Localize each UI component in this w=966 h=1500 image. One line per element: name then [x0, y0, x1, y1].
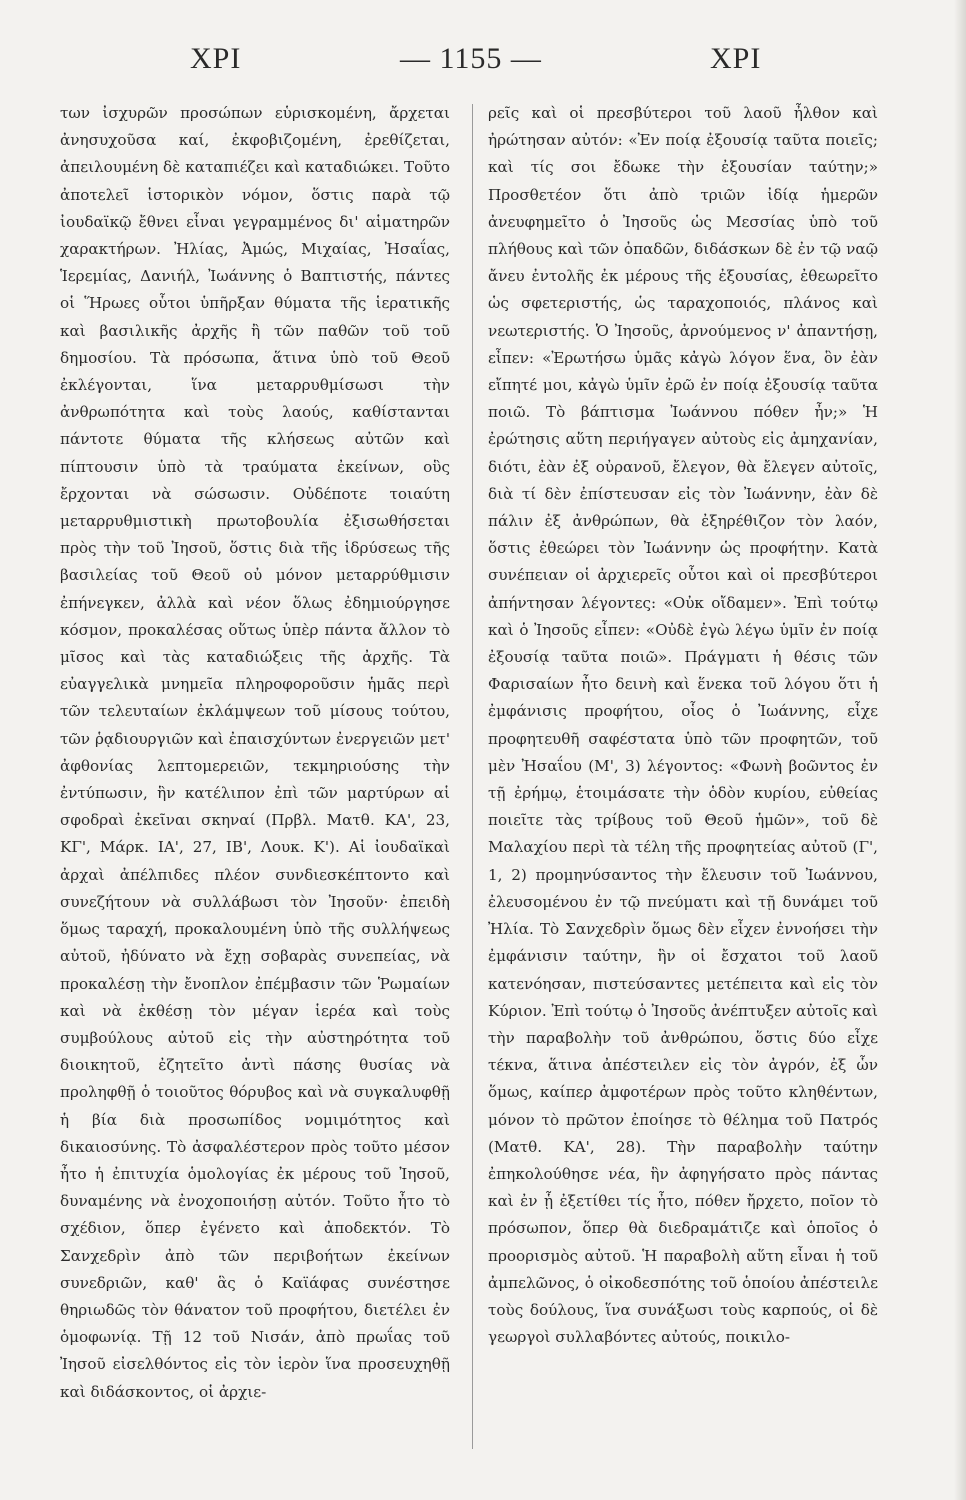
- right-column-text: ρεῖς καὶ οἱ πρεσβύτεροι τοῦ λαοῦ ἦλθον καὶ ἠρώτησαν αὐτόν: «Ἐν ποίᾳ ἐξουσίᾳ ταῦτα ποιεῖς; καὶ τίς σοι ἔδωκε τὴν ἐξουσίαν ταύτην;» Προσθετέον ὅτι ἀπὸ τριῶν ἰδίᾳ ἡμερῶν ἀνευφημεῖτο ὁ Ἰησοῦς ὡς Μεσσίας ὑπὸ τοῦ πλήθους καὶ τῶν ὀπαδῶν, διδάσκων δὲ ἐν τῷ ναῷ ἄνευ ἐντολῆς ἐκ μέρους τῆς ἐξουσίας, ἐθεωρεῖτο ὡς σφετεριστής, ὡς ταραχοποιός, πλάνος καὶ νεωτεριστής. Ὁ Ἰησοῦς, ἀρνούμενος ν' ἀπαντήσῃ, εἶπεν: «Ἐρωτήσω ὑμᾶς κἀγὼ λόγον ἕνα, ὃν ἐὰν εἴπητέ μοι, κἀγὼ ὑμῖν ἐρῶ ἐν ποίᾳ ἐξουσίᾳ ταῦτα ποιῶ. Τὸ βάπτισμα Ἰωάννου πόθεν ἦν;» Ἡ ἐρώτησις αὕτη περιήγαγεν αὐτοὺς εἰς ἀμηχανίαν, διότι, ἐὰν ἐξ οὐρανοῦ, ἔλεγον, θὰ ἔλεγεν αὐτοῖς, διὰ τί δὲν ἐπίστευσαν εἰς τὸν Ἰωάννην, ἐὰν δὲ πάλιν ἐξ ἀνθρώπων, θὰ ἐξηρέθιζον τὸν λαόν, ὅστις ἐθεώρει τὸν Ἰωάννην ὡς προφήτην. Κατὰ συνέπειαν οἱ ἀρχιερεῖς οὗτοι καὶ οἱ πρεσβύτεροι ἀπήντησαν λέγοντες: «Οὐκ οἴδαμεν». Ἐπὶ τούτῳ καὶ ὁ Ἰησοῦς εἶπεν: «Οὐδὲ ἐγὼ λέγω ὑμῖν ἐν ποίᾳ ἐξουσίᾳ ταῦτα ποιῶ». Πράγματι ἡ θέσις τῶν Φαρισαίων ἦτο δεινὴ καὶ ἕνεκα τοῦ λόγου ὅτι ἡ ἐμφάνισις προφήτου, οἷος ὁ Ἰωάννης, εἶχε προφητευθῆ σαφέστατα ὑπὸ τῶν προφητῶν, τοῦ μὲν Ἠσαΐου (Μ', 3) λέγοντος: «Φωνὴ βοῶντος ἐν τῇ ἐρήμῳ, ἑτοιμάσατε τὴν ὁδὸν κυρίου, εὐθείας ποιεῖτε τὰς τρίβους τοῦ Θεοῦ ἡμῶν», τοῦ δὲ Μαλαχίου περὶ τὰ τέλη τῆς προφητείας αὐτοῦ (Γ', 1, 2) προμηνύσαντος τὴν ἔλευσιν τοῦ Ἰωάννου, ἐλευσομένου ἐν τῷ πνεύματι καὶ τῇ δυνάμει τοῦ Ἠλία. Τὸ Σανχεδρὶν ὅμως δὲν εἶχεν ἐννοήσει τὴν ἐμφάνισιν ταύτην, ἣν οἱ ἔσχατοι τοῦ λαοῦ κατενόησαν, πιστεύσαντες μετέπειτα καὶ εἰς τὸν Κύριον. Ἐπὶ τούτῳ ὁ Ἰησοῦς ἀνέπτυξεν αὐτοῖς καὶ τὴν παραβολὴν τοῦ ἀνθρώπου, ὅστις δύο εἶχε τέκνα, ἅτινα ἀπέστειλεν εἰς τὸν ἀγρόν, ἐξ ὧν ὅμως, καίπερ ἀμφοτέρων πρὸς τοῦτο κληθέντων, μόνον τὸ πρῶτον ἐποίησε τὸ θέλημα τοῦ Πατρός (Ματθ. ΚΑ', 28). Τὴν παραβολὴν ταύτην ἐπηκολούθησε νέα, ἣν ἀφηγήσατο πρὸς πάντας καὶ ἐν ᾗ ἐξετίθει τίς ἦτο, πόθεν ἤρχετο, ποῖον τὸ πρόσωπον, ὅπερ θὰ διεδραμάτιζε καὶ ὁποῖος ὁ προορισμὸς αὐτοῦ. Ἡ παραβολὴ αὕτη εἶναι ἡ τοῦ ἀμπελῶνος, ὁ οἰκοδεσπότης τοῦ ὁποίου ἀπέστειλε τοὺς δούλους, ἵνα συνάξωσι τοὺς καρπούς, οἱ δὲ γεωργοὶ συλλαβόντες αὐτούς, ποικιλο-: [488, 104, 878, 1347]
- page-header: [60, 42, 906, 82]
- column-divider: [472, 104, 473, 1449]
- right-column: [488, 100, 878, 1351]
- header-right-keyword: ΧΡΙ: [710, 42, 762, 75]
- page-number: — 1155 —: [400, 42, 542, 75]
- left-column-text: των ἰσχυρῶν προσώπων εὑρισκομένη, ἄρχεται ἀνησυχοῦσα καί, ἐκφοβιζομένη, ἐρεθίζεται, ἀπειλουμένη δὲ καταπιέζει καὶ καταδιώκει. Τοῦτο ἀποτελεῖ ἱστορικὸν νόμον, ὅστις παρὰ τῷ ἰουδαϊκῷ ἔθνει εἶναι γεγραμμένος δι' αἱματηρῶν χαρακτήρων. Ἠλίας, Ἀμώς, Μιχαίας, Ἠσαΐας, Ἱερεμίας, Δανιήλ, Ἰωάννης ὁ Βαπτιστής, πάντες οἱ Ἥρωες οὗτοι ὑπῆρξαν θύματα τῆς ἱερατικῆς καὶ βασιλικῆς ἀρχῆς ἢ τῶν παθῶν τοῦ τοῦ δημοσίου. Τὰ πρόσωπα, ἅτινα ὑπὸ τοῦ Θεοῦ ἐκλέγονται, ἵνα μεταρρυθμίσωσι τὴν ἀνθρωπότητα καὶ τοὺς λαούς, καθίστανται πάντοτε θύματα τῆς κλήσεως αὐτῶν καὶ πίπτουσιν ὑπὸ τὰ τραύματα ἐκείνων, οὓς ἔρχονται νὰ σώσωσιν. Οὐδέποτε τοιαύτη μεταρρυθμιστικὴ πρωτοβουλία ἐξισωθήσεται πρὸς τὴν τοῦ Ἰησοῦ, ὅστις διὰ τῆς ἱδρύσεως τῆς βασιλείας τοῦ Θεοῦ οὐ μόνον μεταρρύθμισιν ἐπήνεγκεν, ἀλλὰ καὶ νέον ὅλως ἐδημιούργησε κόσμον, προκαλέσας οὕτως ὑπὲρ πάντα ἄλλον τὸ μῖσος καὶ τὰς καταδιώξεις τῆς ἀρχῆς. Τὰ εὐαγγελικὰ μνημεῖα πληροφοροῦσιν ἡμᾶς περὶ τῶν τελευταίων ἐκλάμψεων τοῦ μίσους τούτου, τῶν ῥᾳδιουργιῶν καὶ ἐπαισχύντων ἐνεργειῶν μετ' ἀφθονίας λεπτομερειῶν, τεκμηριούσης τὴν ἐντύπωσιν, ἣν κατέλιπον ἐπὶ τῶν μαρτύρων αἱ σφοδραὶ ἐκεῖναι σκηναί (Πρβλ. Ματθ. ΚΑ', 23, ΚΓ', Μάρκ. ΙΑ', 27, ΙΒ', Λουκ. Κ'). Αἱ ἰουδαϊκαὶ ἀρχαὶ ἀπέλπιδες πλέον συνδιεσκέπτοντο καὶ συνεζήτουν νὰ συλλάβωσι τὸν Ἰησοῦν· ἐπειδὴ ὅμως ταραχή, προκαλουμένη ὑπὸ τῆς συλλήψεως αὐτοῦ, ἠδύνατο νὰ ἔχῃ σοβαρὰς συνεπείας, νὰ προκαλέσῃ τὴν ἔνοπλον ἐπέμβασιν τῶν Ῥωμαίων καὶ νὰ ἐκθέσῃ τὸν μέγαν ἱερέα καὶ τοὺς συμβούλους αὐτοῦ εἰς τὴν αὐστηρότητα τοῦ διοικητοῦ, ἐζητεῖτο ἀντὶ πάσης θυσίας νὰ προληφθῇ ὁ τοιοῦτος θόρυβος καὶ νὰ συγκαλυφθῇ ἡ βία διὰ προσωπίδος νομιμότητος καὶ δικαιοσύνης. Τὸ ἀσφαλέστερον πρὸς τοῦτο μέσον ἦτο ἡ ἐπιτυχία ὁμολογίας ἐκ μέρους τοῦ Ἰησοῦ, δυναμένης νὰ ἐνοχοποιήσῃ αὐτόν. Τοῦτο ἦτο τὸ σχέδιον, ὅπερ ἐγένετο καὶ ἀποδεκτόν. Τὸ Σανχεδρὶν ἀπὸ τῶν περιβοήτων ἐκείνων συνεδριῶν, καθ' ἃς ὁ Καϊάφας συνέστησε θηριωδῶς τὸν θάνατον τοῦ προφήτου, διετέλει ἐν ὁμοφωνίᾳ. Τῇ 12 τοῦ Νισάν, ἀπὸ πρωΐας τοῦ Ἰησοῦ εἰσελθόντος εἰς τὸν ἱερὸν ἵνα προσευχηθῇ καὶ διδάσκοντος, οἱ ἀρχιε-: [60, 104, 450, 1401]
- page-edge-shadow: [954, 0, 966, 1500]
- header-left-keyword: ΧΡΙ: [190, 42, 242, 75]
- left-column: [60, 100, 450, 1406]
